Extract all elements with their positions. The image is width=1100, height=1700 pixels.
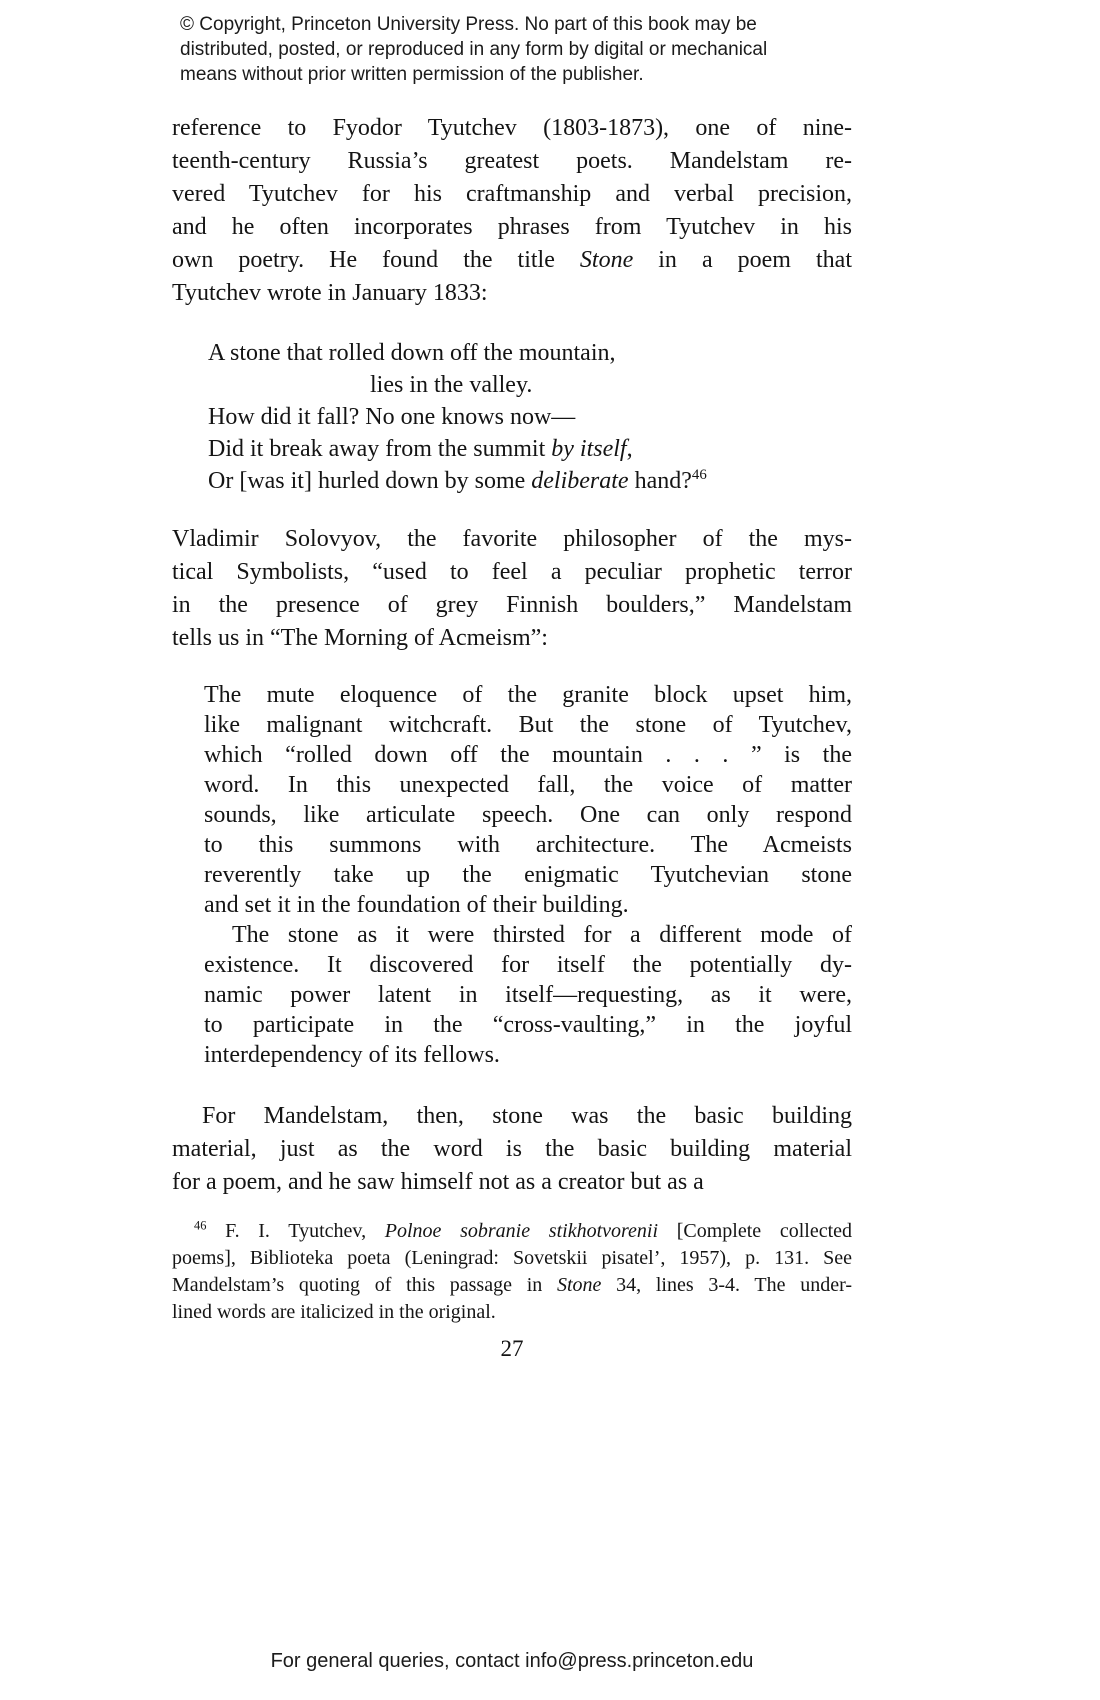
text-line	[208, 465, 852, 497]
text-segment: namic power latent in itself—requesting, as it were,	[204, 982, 852, 1008]
text-line	[204, 710, 852, 740]
text-segment: 34, lines 3-4. The under-	[601, 1274, 852, 1296]
text-segment: for a poem, and he saw himself not as a creator but as a	[172, 1169, 704, 1195]
text-segment: tical Symbolists, “used to feel a peculiar prophetic terror	[172, 559, 852, 585]
text-segment: A stone that rolled down off the mountain,	[208, 340, 616, 366]
text-segment: [Complete collected	[658, 1220, 853, 1242]
copyright-notice	[180, 12, 880, 87]
text-line	[172, 523, 852, 556]
para-solovyov	[172, 523, 852, 655]
text-line	[204, 1040, 852, 1070]
text-segment: Or [was it] hurled down by some	[208, 468, 532, 494]
text-line	[172, 1299, 852, 1326]
text-segment: to this summons with architecture. The Acmeists	[204, 832, 852, 858]
footnote-marker: 46	[691, 467, 707, 483]
copyright-line: © Copyright, Princeton University Press. No part of this book may be	[180, 14, 757, 35]
text-line	[208, 337, 852, 369]
page-number: 27	[500, 1336, 524, 1361]
text-segment: interdependency of its fellows.	[204, 1042, 500, 1068]
text-segment: in a poem that	[633, 247, 852, 273]
text-line	[172, 178, 852, 211]
text-line	[204, 770, 852, 800]
text-line	[204, 1010, 852, 1040]
text-line	[172, 145, 852, 178]
italic-text-segment: deliberate	[531, 468, 629, 494]
text-segment: lies in the valley.	[370, 372, 533, 398]
text-segment: word. In this unexpected fall, the voice of matter	[204, 772, 852, 798]
text-line	[204, 800, 852, 830]
text-segment: For Mandelstam, then, stone was the basic building	[202, 1103, 852, 1129]
text-segment: Vladimir Solovyov, the favorite philosopher of the mys-	[172, 526, 852, 552]
text-content	[172, 112, 852, 1326]
text-line	[208, 433, 852, 465]
tyutchev-poem	[208, 337, 852, 497]
text-segment: tells us in “The Morning of Acmeism”:	[172, 625, 548, 651]
text-segment: existence. It discovered for itself the potentially dy-	[204, 952, 852, 978]
text-line	[172, 622, 852, 655]
italic-text-segment: by itself	[551, 436, 627, 462]
text-line	[172, 589, 852, 622]
text-line	[172, 1133, 852, 1166]
text-segment: Did it break away from the summit	[208, 436, 552, 462]
text-line	[204, 860, 852, 890]
text-segment: like malignant witchcraft. But the stone of Tyutchev,	[204, 712, 852, 738]
copyright-line: means without prior written permission of the publisher.	[180, 64, 644, 85]
italic-text-segment: Polnoe sobranie stikhotvorenii	[384, 1220, 659, 1242]
text-segment: reverently take up the enigmatic Tyutchevian stone	[204, 862, 852, 888]
italic-text-segment: Stone	[556, 1274, 602, 1296]
text-line	[172, 1218, 852, 1245]
text-line	[208, 401, 852, 433]
text-line	[172, 1166, 852, 1199]
text-segment: How did it fall? No one knows now—	[208, 404, 576, 430]
text-segment: material, just as the word is the basic building material	[172, 1136, 852, 1162]
text-line	[172, 1100, 852, 1133]
footer-contact-line: For general queries, contact info@press.princeton.edu	[270, 1650, 754, 1672]
text-line	[204, 950, 852, 980]
copyright-line: distributed, posted, or reproduced in any form by digital or mechanical	[180, 39, 768, 60]
footnote-marker: 46	[194, 1218, 207, 1233]
text-segment: Tyutchev wrote in January 1833:	[172, 280, 488, 306]
text-line	[204, 740, 852, 770]
text-line	[204, 890, 852, 920]
text-segment: in the presence of grey Finnish boulders,” Mandelstam	[172, 592, 852, 618]
text-segment: sounds, like articulate speech. One can only respond	[204, 802, 852, 828]
text-segment: The stone as it were thirsted for a different mode of	[232, 922, 852, 948]
text-line	[172, 211, 852, 244]
text-line	[172, 556, 852, 589]
text-line	[204, 980, 852, 1010]
text-segment: teenth-century Russia’s greatest poets. Mandelstam re-	[172, 148, 852, 174]
text-segment: and he often incorporates phrases from Tyutchev in his	[172, 214, 852, 240]
text-segment: ,	[626, 436, 633, 462]
text-line	[172, 1245, 852, 1272]
text-segment: reference to Fyodor Tyutchev (1803-1873), one of nine-	[172, 115, 852, 141]
text-segment: lined words are italicized in the original.	[172, 1301, 496, 1323]
text-line	[204, 830, 852, 860]
italic-text-segment: Stone	[579, 247, 634, 273]
text-line	[172, 244, 852, 277]
text-segment: own poetry. He found the title	[172, 247, 580, 273]
text-line	[172, 112, 852, 145]
text-line	[204, 680, 852, 710]
para-for-mandelstam	[172, 1100, 852, 1199]
text-line	[208, 369, 852, 401]
text-segment: Mandelstam’s quoting of this passage in	[172, 1274, 557, 1296]
text-segment: hand?	[628, 468, 692, 494]
text-line	[172, 1272, 852, 1299]
text-segment: The mute eloquence of the granite block upset him,	[204, 682, 852, 708]
footnote	[172, 1218, 852, 1326]
text-segment: and set it in the foundation of their building.	[204, 892, 629, 918]
text-segment: F. I. Tyutchev,	[206, 1220, 385, 1242]
text-line	[172, 277, 852, 310]
quote-morning-of-acmeism	[204, 680, 852, 1070]
text-segment: vered Tyutchev for his craftmanship and verbal precision,	[172, 181, 852, 207]
para-opening	[172, 112, 852, 310]
text-segment: which “rolled down off the mountain . . . ” is the	[204, 742, 852, 768]
text-segment: poems], Biblioteka poeta (Leningrad: Sovetskii pisatel’, 1957), p. 131. See	[172, 1247, 852, 1269]
text-segment: to participate in the “cross-vaulting,” in the joyful	[204, 1012, 852, 1038]
text-line	[204, 920, 852, 950]
